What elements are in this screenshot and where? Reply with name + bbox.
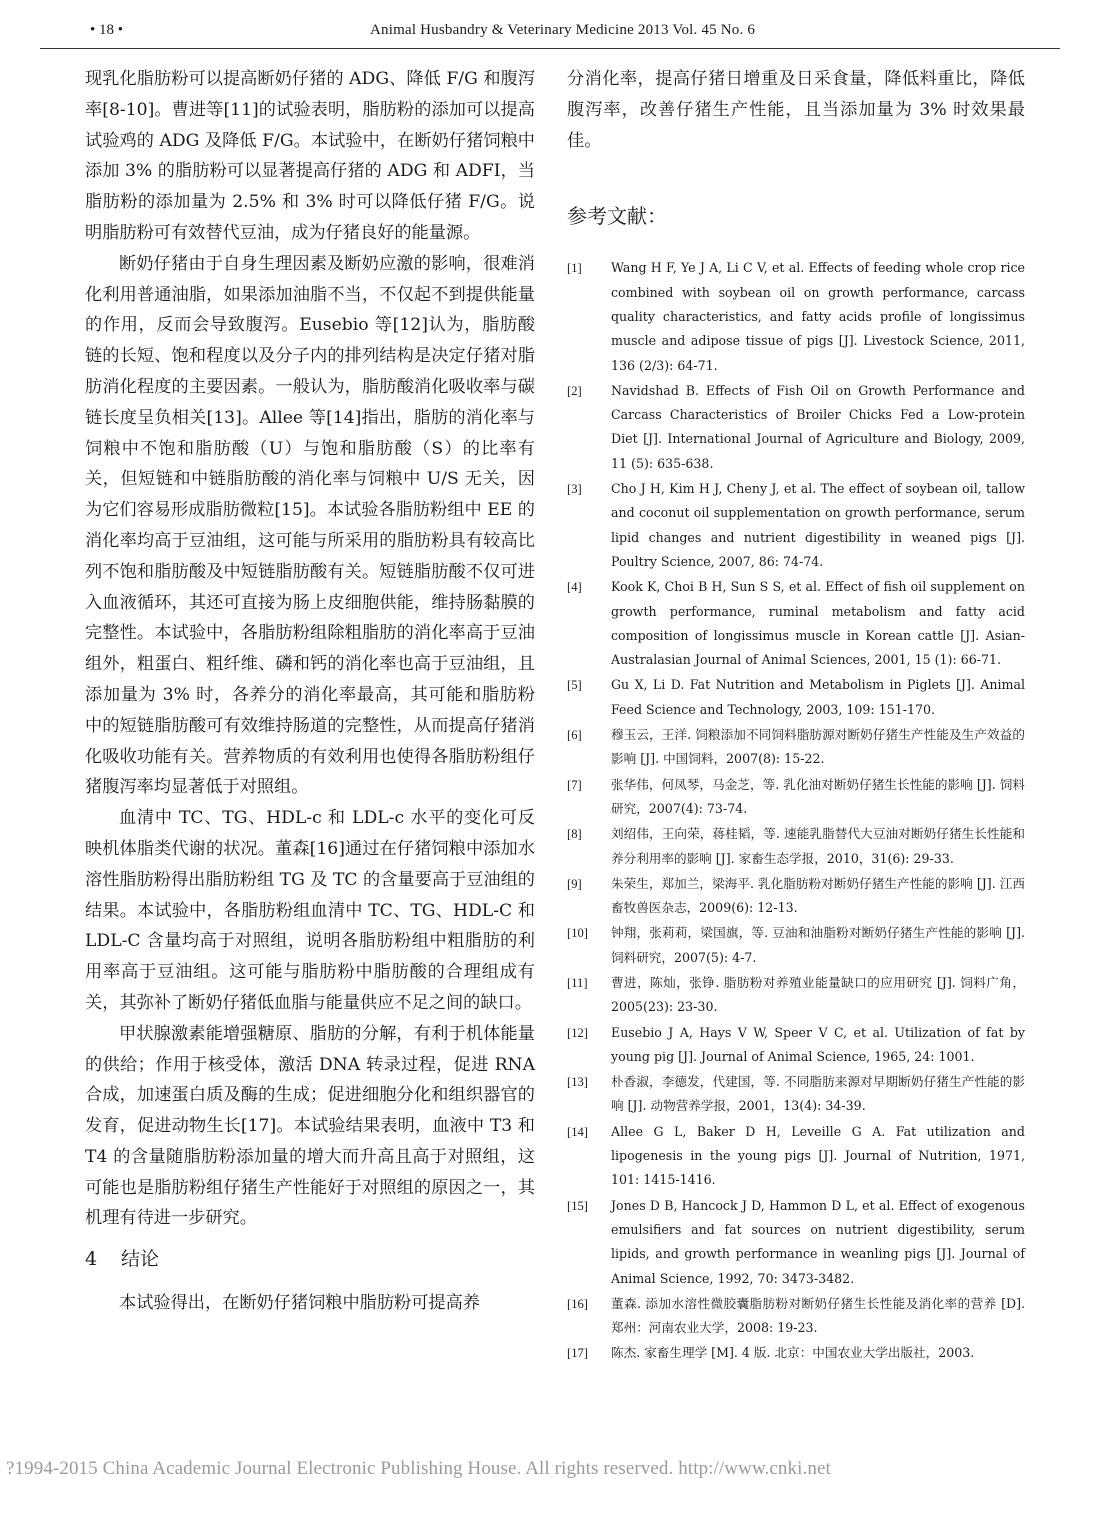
reference-text: Wang H F, Ye J A, Li C V, et al. Effects of feeding whole crop rice combined with soybean oil on growth performance, carcass quality characteristics, and fatty acids profile of longissimus muscle and adipose tissue of pigs [J]. Livestock Science, 2011, 136 (2/3): 64-71.	[611, 260, 1025, 373]
reference-number: [15]	[567, 1198, 588, 1213]
reference-number: [12]	[567, 1025, 588, 1040]
reference-item	[567, 971, 1025, 1020]
reference-item	[567, 477, 1025, 574]
reference-list	[567, 256, 1025, 1365]
reference-text: 刘绍伟，王向荣，蒋桂韬，等. 速能乳脂替代大豆油对断奶仔猪生长性能和养分利用率的影响 [J]. 家畜生态学报，2010，31(6): 29-33.	[611, 826, 1025, 866]
section-number: 4	[85, 1248, 98, 1271]
reference-item	[567, 1070, 1025, 1119]
reference-item	[567, 921, 1025, 970]
reference-text: 董森. 添加水溶性微胶囊脂肪粉对断奶仔猪生长性能及消化率的营养 [D]. 郑州：河南农业大学，2008: 19-23.	[611, 1295, 1025, 1336]
reference-number: [7]	[567, 777, 582, 792]
conclusion-paragraph: 本试验得出，在断奶仔猪饲粮中脂肪粉可提高养	[119, 1293, 480, 1314]
reference-item	[567, 1021, 1025, 1070]
section-title: 结论	[121, 1248, 160, 1271]
reference-item	[567, 872, 1025, 921]
body-paragraph: 血清中 TC、TG、HDL-c 和 LDL-c 水平的变化可反映机体脂类代谢的状况。董森[16]通过在仔猪饲粮中添加水溶性脂肪粉得出脂肪粉组 TG 及 TC 的含量要高于豆油组的结果。本试验中，各脂肪粉组血清中 TC、TG、HDL-C 和 LDL-C 含量均高于对照组，说明各脂肪粉组中粗脂肪的利用率高于豆油组。这可能与脂肪粉中脂肪酸的合理组成有关，其弥补了断奶仔猪低血脂与能量供应不足之间的缺口。	[85, 808, 535, 1013]
reference-number: [1]	[567, 261, 582, 276]
reference-item	[567, 1194, 1025, 1291]
right-column	[567, 64, 1025, 1367]
reference-text: Kook K, Choi B H, Sun S S, et al. Effect of fish oil supplement on growth performance, ruminal metabolism and fatty acid composition of longissimus muscle in Korean cattle [J]. Asian-Australasian Journal of Animal Sciences, 2001, 15 (1): 66-71.	[611, 579, 1025, 668]
reference-number: [5]	[567, 678, 582, 693]
reference-number: [6]	[567, 728, 582, 743]
reference-text: Navidshad B. Effects of Fish Oil on Growth Performance and Carcass Characteristics of Broiler Chicks Fed a Low-protein Diet [J]. International Journal of Agriculture and Biology, 2009, 11 (5): 635-638.	[611, 382, 1025, 471]
reference-item	[567, 723, 1025, 772]
reference-number: [14]	[567, 1124, 588, 1139]
copyright-footer: ?1994-2015 China Academic Journal Electronic Publishing House. All rights reserved. http://www.cnki.net	[6, 1458, 831, 1479]
reference-text: Cho J H, Kim H J, Cheny J, et al. The effect of soybean oil, tallow and coconut oil supplementation on growth performance, serum lipid changes and nutrient digestibility in weaned pigs [J]. Poultry Science, 2007, 86: 74-74.	[611, 481, 1025, 569]
reference-number: [9]	[567, 876, 582, 891]
reference-text: 曹进，陈灿，张铮. 脂肪粉对养殖业能量缺口的应用研究 [J]. 饲料广角，2005(23): 23-30.	[611, 975, 1025, 1015]
reference-text: Allee G L, Baker D H, Leveille G A. Fat utilization and lipogenesis in the young pigs [J]. Journal of Nutrition, 1971, 101: 1415-1416.	[611, 1123, 1025, 1188]
reference-text: Eusebio J A, Hays V W, Speer V C, et al. Utilization of fat by young pig [J]. Journal of Animal Science, 1965, 24: 1001.	[611, 1024, 1025, 1064]
reference-text: 朴香淑，李德发，代建国，等. 不同脂肪来源对早期断奶仔猪生产性能的影响 [J]. 动物营养学报，2001，13(4): 34-39.	[611, 1074, 1025, 1114]
page-number: • 18 •	[90, 22, 124, 38]
reference-item	[567, 1341, 1025, 1365]
body-paragraph: 断奶仔猪由于自身生理因素及断奶应激的影响，很难消化利用普通油脂，如果添加油脂不当，不仅起不到提供能量的作用，反而会导致腹泻。Eusebio 等[12]认为，脂肪酸链的长短、饱和程度以及分子内的排列结构是决定仔猪对脂肪消化程度的主要因素。一般认为，脂肪酸消化吸收率与碳链长度呈负相关[13]。Allee 等[14]指出，脂肪的消化率与饲粮中不饱和脂肪酸（U）与饱和脂肪酸（S）的比率有关，但短链和中链脂肪酸的消化率与饲粮中 U/S 无关，因为它们容易形成脂肪微粒[15]。本试验各脂肪粉组中 EE 的消化率均高于豆油组，这可能与所采用的脂肪粉具有较高比列不饱和脂肪酸及中短链脂肪酸有关。短链脂肪酸不仅可进入血液循环，其还可直接为肠上皮细胞供能，维持肠黏膜的完整性。本试验中，各脂肪粉组除粗脂肪的消化率高于豆油组外，粗蛋白、粗纤维、磷和钙的消化率也高于豆油组，且添加量为 3% 时，各养分的消化率最高，其可能和脂肪粉中的短链脂肪酸可有效维持肠道的完整性，从而提高仔猪消化吸收功能有关。营养物质的有效利用也使得各脂肪粉组仔猪腹泻率均显著低于对照组。	[85, 253, 535, 798]
reference-item	[567, 256, 1025, 377]
reference-text: Jones D B, Hancock J D, Hammon D L, et al. Effect of exogenous emulsifiers and fat sources on nutrient digestibility, serum lipids, and growth performance in weanling pigs [J]. Journal of Animal Science, 1992, 70: 3473-3482.	[611, 1197, 1025, 1286]
references-heading: 参考文献：	[567, 204, 667, 229]
reference-text: 张华伟，何凤琴，马金芝，等. 乳化油对断奶仔猪生长性能的影响 [J]. 饲料研究，2007(4): 73-74.	[611, 776, 1025, 816]
reference-text: 陈杰. 家畜生理学 [M]. 4 版. 北京：中国农业大学出版社，2003.	[611, 1345, 975, 1361]
reference-number: [2]	[567, 383, 582, 398]
reference-number: [8]	[567, 827, 582, 842]
reference-item	[567, 822, 1025, 871]
reference-item	[567, 379, 1025, 476]
reference-number: [11]	[567, 976, 588, 990]
journal-info: Animal Husbandry & Veterinary Medicine 2013 Vol. 45 No. 6	[370, 22, 756, 38]
reference-text: 钟翔，张莉莉，梁国旗，等. 豆油和油脂粉对断奶仔猪生产性能的影响 [J]. 饲料研究，2007(5): 4-7.	[611, 925, 1025, 965]
reference-item	[567, 1120, 1025, 1193]
body-paragraph: 现乳化脂肪粉可以提高断奶仔猪的 ADG、降低 F/G 和腹泻率[8-10]。曹进等[11]的试验表明，脂肪粉的添加可以提高试验鸡的 ADG 及降低 F/G。本试验中，在断奶仔猪饲粮中添加 3% 的脂肪粉可以显著提高仔猪的 ADG 和 ADFI，当脂肪粉的添加量为 2.5% 和 3% 时可以降低仔猪 F/G。说明脂肪粉可有效替代豆油，成为仔猪良好的能量源。	[85, 69, 535, 243]
reference-number: [3]	[567, 482, 582, 497]
reference-item	[567, 575, 1025, 672]
section-heading	[85, 1244, 535, 1274]
reference-number: [13]	[567, 1075, 588, 1090]
conclusion-continued: 分消化率，提高仔猪日增重及日采食量，降低料重比，降低腹泻率，改善仔猪生产性能，且当添加量为 3% 时效果最佳。	[567, 69, 1025, 151]
reference-number: [4]	[567, 580, 582, 595]
running-header	[40, 18, 1060, 49]
reference-number: [17]	[567, 1346, 588, 1361]
reference-text: 朱荣生，郑加兰，梁海平. 乳化脂肪粉对断奶仔猪生产性能的影响 [J]. 江西畜牧兽医杂志，2009(6): 12-13.	[611, 875, 1025, 916]
left-column	[85, 64, 535, 1319]
reference-text: 穆玉云，王洋. 饲粮添加不同饲料脂肪源对断奶仔猪生产性能及生产效益的影响 [J]. 中国饲料，2007(8): 15-22.	[611, 727, 1025, 767]
reference-item	[567, 773, 1025, 822]
reference-number: [16]	[567, 1296, 588, 1311]
reference-number: [10]	[567, 926, 588, 941]
reference-item	[567, 1292, 1025, 1341]
reference-text: Gu X, Li D. Fat Nutrition and Metabolism in Piglets [J]. Animal Feed Science and Technology, 2003, 109: 151-170.	[611, 677, 1025, 717]
reference-item	[567, 673, 1025, 722]
body-paragraph: 甲状腺激素能增强糖原、脂肪的分解，有利于机体能量的供给；作用于核受体，激活 DNA 转录过程，促进 RNA 合成，加速蛋白质及酶的生成；促进细胞分化和组织器官的发育，促进动物生长[17]。本试验结果表明，血液中 T3 和 T4 的含量随脂肪粉添加量的增大而升高且高于对照组，这可能也是脂肪粉组仔猪生产性能好于对照组的原因之一，其机理有待进一步研究。	[85, 1023, 535, 1229]
